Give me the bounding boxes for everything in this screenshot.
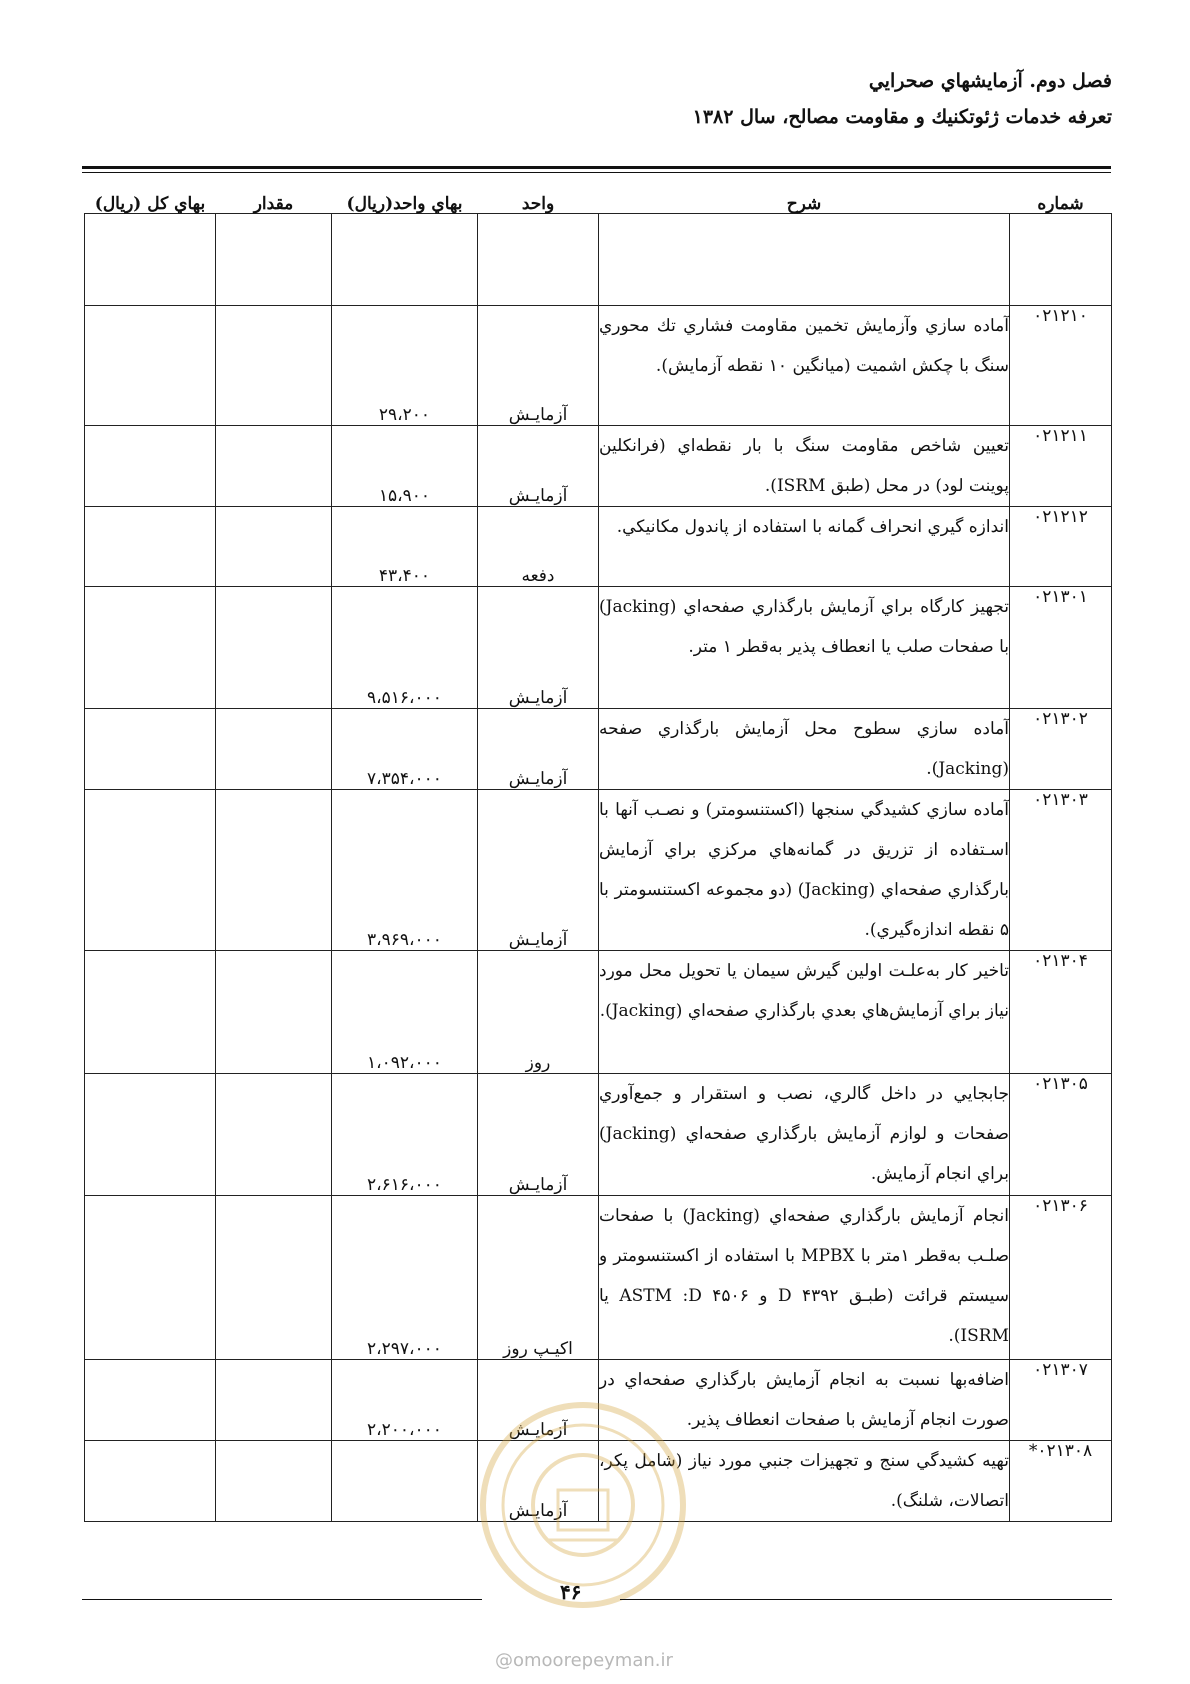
- row-unit: اكيـپ روز: [478, 1196, 599, 1360]
- row-total-price: [85, 306, 216, 426]
- table-header-row: [85, 214, 1112, 306]
- row-total-price: [85, 1360, 216, 1441]
- row-unit-price: ۷،۳۵۴،۰۰۰: [332, 709, 478, 790]
- row-description: تاخير كار به‌علـت اولين گيرش سيمان يا تحويل محل مورد نياز براي آزمايش‌هاي بعدي بارگذاري صفحه‌اي (Jacking).: [599, 951, 1010, 1074]
- row-quantity: [216, 306, 332, 426]
- row-unit: دفعه: [478, 507, 599, 587]
- row-quantity: [216, 1360, 332, 1441]
- table-row: [85, 790, 1112, 951]
- row-total-price: [85, 709, 216, 790]
- row-total-price: [85, 1441, 216, 1522]
- row-total-price: [85, 587, 216, 709]
- row-number: ۰۲۱۳۰۸*: [1010, 1441, 1112, 1522]
- row-quantity: [216, 790, 332, 951]
- row-quantity: [216, 1196, 332, 1360]
- row-total-price: [85, 1074, 216, 1196]
- row-number: ۰۲۱۲۱۲: [1010, 507, 1112, 587]
- row-description: جابجايي در داخل گالري، نصب و استقرار و جمع‌آوري صفحات و لوازم آزمايش بارگذاري صفحه‌اي (Jacking) براي انجام آزمايش.: [599, 1074, 1010, 1196]
- table-row: [85, 507, 1112, 587]
- row-description: تعيين شاخص مقاومت سنگ با بار نقطه‌اي (فرانكلين پوينت لود) در محل (طبق ISRM).: [599, 426, 1010, 507]
- row-total-price: [85, 790, 216, 951]
- row-unit-price: ۴۳،۴۰۰: [332, 507, 478, 587]
- row-number: ۰۲۱۲۱۱: [1010, 426, 1112, 507]
- row-unit-price: [332, 1441, 478, 1522]
- tariff-table: [84, 193, 1112, 1522]
- row-quantity: [216, 426, 332, 507]
- row-unit-price: ۱۵،۹۰۰: [332, 426, 478, 507]
- row-unit-price: ۲۹،۲۰۰: [332, 306, 478, 426]
- table-row: [85, 426, 1112, 507]
- row-number: ۰۲۱۳۰۷: [1010, 1360, 1112, 1441]
- row-description: انجام آزمايش بارگذاري صفحه‌اي (Jacking) با صفحات صلـب به‌قطر ۱متر با MPBX با استفاده از اكستنسومتر و سيستم قرائت (طبـق D ۴۳۹۲ و ASTM :D ۴۵۰۶ يا ISRM).: [599, 1196, 1010, 1360]
- col-header-unit-price: بهاي واحد(ريال): [332, 214, 478, 306]
- col-header-description: شرح: [599, 214, 1010, 306]
- table-row: [85, 587, 1112, 709]
- footer-rule-right: [620, 1599, 1112, 1600]
- header-rule-thick: [82, 166, 1111, 169]
- row-number: ۰۲۱۳۰۳: [1010, 790, 1112, 951]
- row-total-price: [85, 951, 216, 1074]
- row-description: اندازه گيري انحراف گمانه با استفاده از پاندول مكانيكي.: [599, 507, 1010, 587]
- seal-watermark: [478, 1400, 688, 1610]
- row-total-price: [85, 507, 216, 587]
- row-quantity: [216, 587, 332, 709]
- watermark-url: @omoorepeyman.ir: [495, 1650, 673, 1671]
- document-subtitle: تعرفه خدمات ژئوتكنيك و مقاومت مصالح، سال ۱۳۸۲: [692, 106, 1112, 128]
- row-unit: آزمايـش: [478, 1441, 599, 1522]
- row-unit: آزمايـش: [478, 709, 599, 790]
- col-header-number: شماره: [1010, 214, 1112, 306]
- table-row: [85, 951, 1112, 1074]
- row-quantity: [216, 951, 332, 1074]
- row-quantity: [216, 1074, 332, 1196]
- row-unit: آزمايـش: [478, 790, 599, 951]
- col-header-unit: واحد: [478, 214, 599, 306]
- col-header-total-price: بهاي كل (ريال): [85, 214, 216, 306]
- row-description: تجهيز كارگاه براي آزمايش بارگذاري صفحه‌اي (Jacking) با صفحات صلب يا انعطاف پذير به‌قطر ۱ متر.: [599, 587, 1010, 709]
- row-total-price: [85, 1196, 216, 1360]
- row-unit: آزمايـش: [478, 1360, 599, 1441]
- row-description: آماده سازي كشيدگي سنجها (اكستنسومتر) و نصـب آنها با اسـتفاده از تزريق در گمانه‌هاي مركزي براي آزمايش بارگذاري صفحه‌اي (Jacking) (دو مجموعه اكستنسومتر با ۵ نقطه اندازه‌گيري).: [599, 790, 1010, 951]
- row-description: تهيه كشيدگي سنج و تجهيزات جنبي مورد نياز (شامل پكر، اتصالات، شلنگ).: [599, 1441, 1010, 1522]
- row-number: ۰۲۱۳۰۶: [1010, 1196, 1112, 1360]
- row-number: ۰۲۱۳۰۲: [1010, 709, 1112, 790]
- row-unit: روز: [478, 951, 599, 1074]
- row-unit: آزمايـش: [478, 587, 599, 709]
- row-unit-price: ۲،۲۹۷،۰۰۰: [332, 1196, 478, 1360]
- table-row: [85, 709, 1112, 790]
- table-row: [85, 1196, 1112, 1360]
- row-number: ۰۲۱۲۱۰: [1010, 306, 1112, 426]
- row-number: ۰۲۱۳۰۴: [1010, 951, 1112, 1074]
- row-number: ۰۲۱۳۰۵: [1010, 1074, 1112, 1196]
- row-unit-price: ۲،۲۰۰،۰۰۰: [332, 1360, 478, 1441]
- chapter-title: فصل دوم. آزمايشهاي صحرايي: [868, 70, 1112, 92]
- page-number: ۴۶: [560, 1580, 582, 1604]
- col-header-quantity: مقدار: [216, 214, 332, 306]
- row-unit-price: ۲،۶۱۶،۰۰۰: [332, 1074, 478, 1196]
- row-unit-price: ۳،۹۶۹،۰۰۰: [332, 790, 478, 951]
- row-description: اضافه‌بها نسبت به انجام آزمايش بارگذاري صفحه‌اي در صورت انجام آزمايش با صفحات انعطاف پذير.: [599, 1360, 1010, 1441]
- row-unit-price: ۹،۵۱۶،۰۰۰: [332, 587, 478, 709]
- row-total-price: [85, 426, 216, 507]
- row-unit: آزمايـش: [478, 1074, 599, 1196]
- table-row: [85, 306, 1112, 426]
- row-unit-price: ۱،۰۹۲،۰۰۰: [332, 951, 478, 1074]
- row-quantity: [216, 709, 332, 790]
- page-header: [693, 70, 1112, 128]
- footer-rule-left: [82, 1599, 482, 1600]
- row-description: آماده سازي سطوح محل آزمايش بارگذاري صفحه (Jacking).: [599, 709, 1010, 790]
- row-number: ۰۲۱۳۰۱: [1010, 587, 1112, 709]
- row-quantity: [216, 507, 332, 587]
- row-unit: آزمايـش: [478, 306, 599, 426]
- row-unit: آزمايـش: [478, 426, 599, 507]
- table-row: [85, 1074, 1112, 1196]
- row-quantity: [216, 1441, 332, 1522]
- row-description: آماده سازي وآزمايش تخمين مقاومت فشاري تك محوري سنگ با چكش اشميت (ميانگين ۱۰ نقطه آزمايش).: [599, 306, 1010, 426]
- header-rule-thin: [82, 172, 1111, 173]
